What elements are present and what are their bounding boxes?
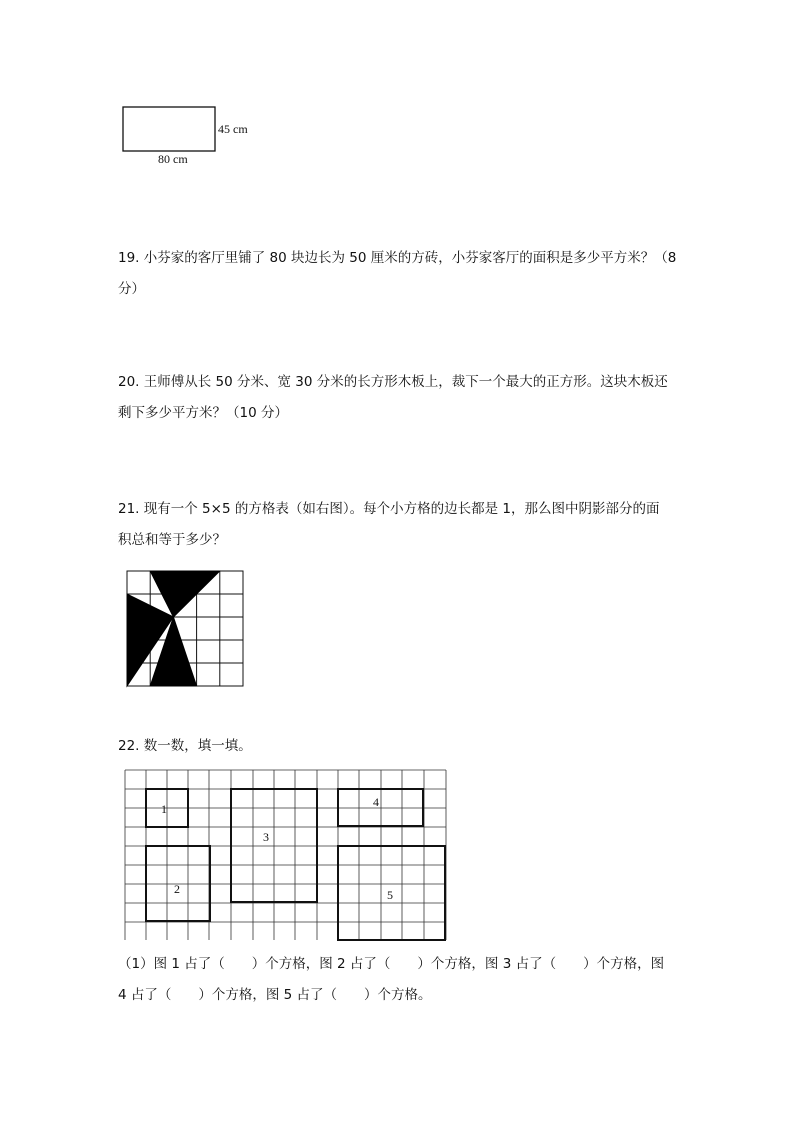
width-label: 80 cm — [158, 152, 188, 166]
shaded-grid-figure — [126, 570, 246, 688]
count-grid-figure — [118, 767, 448, 942]
figure-3-label: 3 — [263, 830, 269, 844]
question-19 — [118, 243, 676, 305]
question-19-line1: 19. 小芬家的客厅里铺了 80 块边长为 50 厘米的方砖，小芬家客厅的面积是多少平方米？（8 — [118, 250, 677, 266]
question-22-answer-line2: 4 占了（ ）个方格，图 5 占了（ ）个方格。 — [118, 987, 432, 1003]
rectangle-figure — [118, 100, 258, 170]
question-22-title: 22. 数一数，填一填。 — [118, 738, 252, 754]
figure-4-label: 4 — [373, 795, 379, 809]
question-20-line2: 剩下多少平方米？（10 分） — [118, 405, 288, 421]
question-22-answer-line1: （1）图 1 占了（ ）个方格，图 2 占了（ ）个方格，图 3 占了（ ）个方格，图 — [118, 956, 665, 972]
question-20-line1: 20. 王师傅从长 50 分米、宽 30 分米的长方形木板上，裁下一个最大的正方形。这块木板还 — [118, 374, 668, 390]
figure-2-label: 2 — [174, 882, 180, 896]
question-21 — [118, 494, 659, 556]
question-21-line2: 积总和等于多少？ — [118, 532, 226, 548]
figure-1-label: 1 — [161, 802, 167, 816]
figure-5-label: 5 — [387, 888, 393, 902]
question-19-line2: 分） — [118, 281, 145, 297]
question-20 — [118, 367, 668, 429]
figure-4-rect — [338, 789, 423, 826]
question-21-line1: 21. 现有一个 5×5 的方格表（如右图）。每个小方格的边长都是 1，那么图中阴影部分的面 — [118, 501, 660, 517]
question-22-answers — [118, 949, 664, 1011]
height-label: 45 cm — [218, 122, 248, 136]
